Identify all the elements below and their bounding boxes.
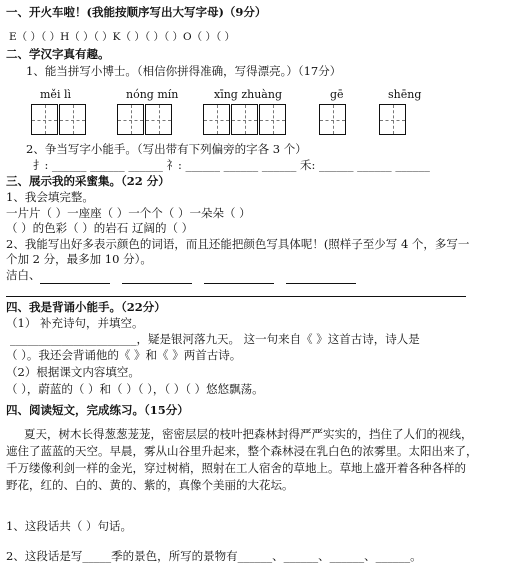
char-box[interactable]: [379, 104, 406, 135]
passage-line: 遮住了蓝蓝的天空。早晨，雾从山谷里升起来，整个森林浸在乳白色的浓雾里。太阳出来了，: [6, 444, 478, 458]
char-box[interactable]: [117, 104, 144, 135]
section5-heading: 四、阅读短文，完成练习。（15分）: [6, 403, 189, 417]
passage-line: 千万缕像利剑一样的金光，穿过树梢，照射在工人宿舍的草地上。草地上盛开着各种各样的: [6, 461, 466, 475]
pinyin-4: gē: [330, 88, 344, 101]
passage-line: 夏天，树木长得葱葱茏茏，密密层层的枝叶把森林封得严严实实的，挡住了人们的视线，: [24, 427, 473, 441]
letter-train: E（ ）（ ）H（ ）（ ）K（ ）（ ）（ ）O（ ）（ ）: [9, 31, 236, 43]
pinyin-1: měi lì: [40, 88, 71, 101]
pinyin-task: 1、能当拼写小博士。（相信你拼得准确，写得漂亮。）（17分）: [26, 64, 342, 78]
pinyin-3: xīng zhuàng: [214, 88, 282, 101]
char-box[interactable]: [319, 104, 346, 135]
radical-task: 2、争当写字小能手。（写出带有下列偏旁的字各 3 个）: [26, 142, 307, 156]
char-box[interactable]: [231, 104, 258, 135]
color-example: 洁白、: [6, 268, 41, 282]
fill-line-1: 一片片（ ）一座座（ ）一个个（ ）一朵朵（ ）: [6, 206, 251, 220]
section3-heading: 三、展示我的采蜜集。（22 分）: [6, 174, 170, 188]
color-task-1: 2、我能写出好多表示颜色的词语，而且还能把颜色写具体呢！(照样子至少写 4 个，多写一: [6, 237, 470, 251]
answer-line[interactable]: [40, 283, 110, 284]
radical-lines: 扌: ______ ______ ______ 礻: ______ ______ ______ 禾: ______ ______ ______: [33, 158, 430, 172]
poem-task: （1） 补充诗句，并填空。: [6, 316, 144, 330]
section1-heading: 一、开火车啦！(我能按顺序写出大写字母)（9分）: [6, 5, 267, 19]
question-1: 1、这段话共（ ）句话。: [6, 519, 132, 533]
text-fill: （ ），蔚蓝的（ ）和（ ）（ ），（ ）（ ）悠悠飘荡。: [6, 382, 264, 396]
passage-line: 野花，红的、白的、黄的、紫的，真像个美丽的大花坛。: [6, 478, 294, 492]
section2-heading: 二、学汉字真有趣。: [6, 47, 110, 61]
fill-task: 1、我会填完整。: [6, 190, 94, 204]
pinyin-5: shēng: [388, 88, 422, 101]
section4-heading: 四、我是背诵小能手。（22分）: [6, 300, 166, 314]
answer-line[interactable]: [204, 283, 274, 284]
poem-line-2: （ ）。我还会背诵他的《 》和《 》两首古诗。: [6, 348, 242, 362]
answer-line[interactable]: [6, 296, 466, 297]
char-box[interactable]: [59, 104, 86, 135]
char-box[interactable]: [259, 104, 286, 135]
answer-line[interactable]: [286, 283, 356, 284]
char-box[interactable]: [145, 104, 172, 135]
char-box[interactable]: [31, 104, 58, 135]
answer-line[interactable]: [122, 283, 192, 284]
poem-line-1: ______________________，疑是银河落九天。 这一句来自《 》这首古诗，诗人是: [10, 332, 420, 346]
pinyin-2: nóng mín: [126, 88, 179, 101]
question-2: 2、这段话是写_____季的景色，所写的景物有______、______、______、______。: [6, 549, 422, 563]
color-task-2: 个加 2 分，最多加 10 分）。: [6, 252, 152, 266]
fill-line-2: （ ）的色彩（ ）的岩石 辽阔的（ ）: [6, 221, 194, 235]
char-box[interactable]: [203, 104, 230, 135]
text-task: （2）根据课文内容填空。: [6, 365, 140, 379]
